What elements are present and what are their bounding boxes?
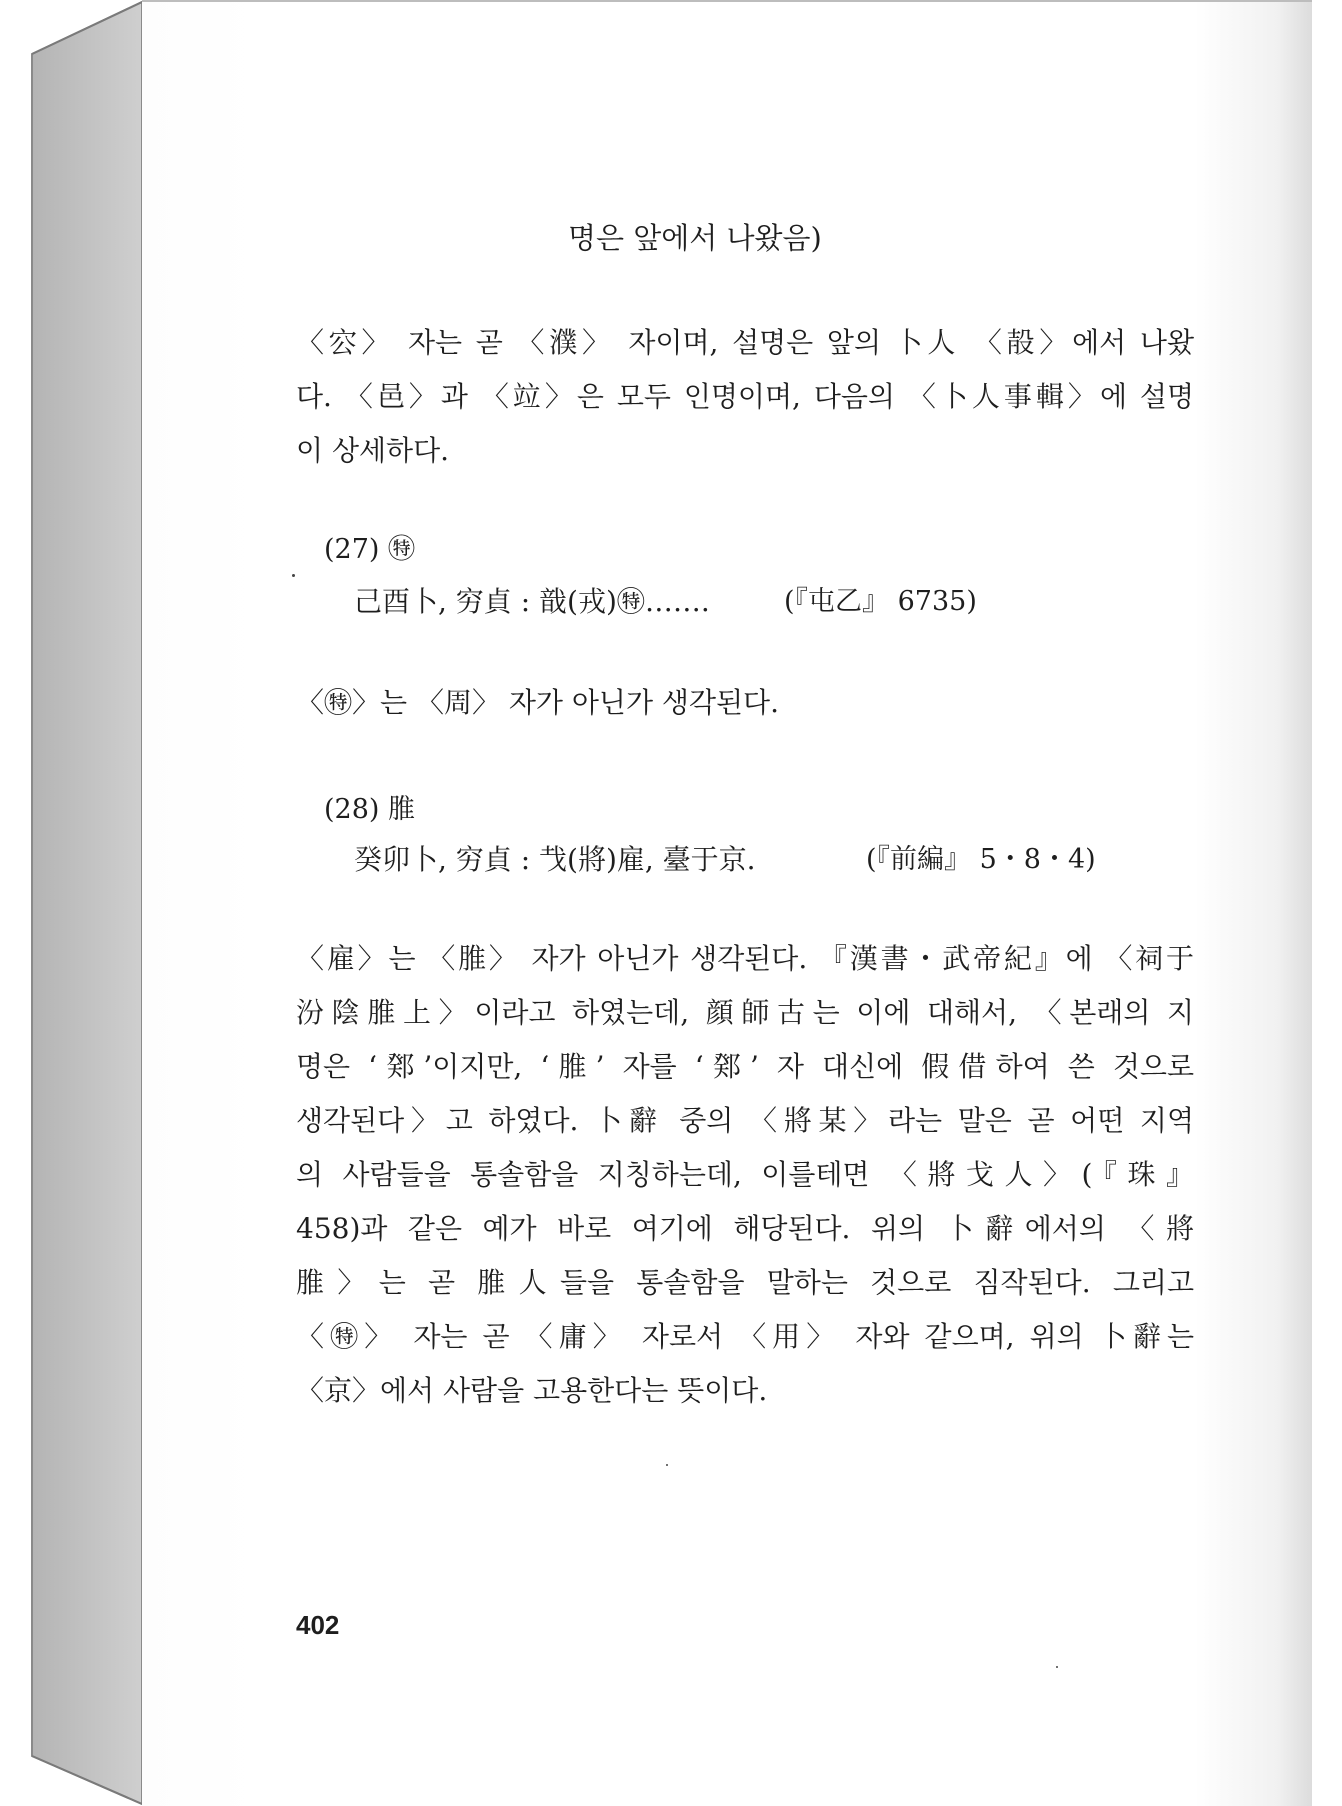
example-27-text: 己酉卜, 穷貞 : 戠(戎)㊕……. bbox=[354, 585, 710, 618]
paragraph-line: 〈㊕〉는 〈周〉 자가 아닌가 생각된다. bbox=[296, 686, 779, 719]
paragraph-line: 〈京〉에서 사람을 고용한다는 뜻이다. bbox=[296, 1374, 768, 1407]
paragraph-line: 458)과 같은 예가 바로 여기에 해당된다. 위의 卜辭에서의 〈將 bbox=[296, 1212, 1194, 1245]
paragraph-line: 〈雇〉는 〈脽〉 자가 아닌가 생각된다. 『漢書・武帝紀』에 〈祠于 bbox=[296, 942, 1194, 975]
paragraph-line: 의 사람들을 통솔함을 지칭하는데, 이를테면 〈將戈人〉(『珠』 bbox=[296, 1158, 1194, 1191]
example-27-citation: (『屯乙』 6735) bbox=[784, 586, 977, 617]
running-head: 명은 앞에서 나왔음) bbox=[568, 221, 822, 255]
paragraph-line: 脽〉는 곧 脽人들을 통솔함을 말하는 것으로 짐작된다. 그리고 bbox=[296, 1266, 1194, 1299]
paragraph-2 bbox=[296, 676, 1194, 730]
page-number: 402 bbox=[296, 1610, 340, 1640]
example-28-label: (28) 脽 bbox=[324, 794, 416, 825]
paragraph-3 bbox=[296, 932, 1194, 1418]
scan-speck bbox=[1056, 1666, 1058, 1668]
paragraph-line: 생각된다〉고 하였다. 卜辭 중의 〈將某〉라는 말은 곧 어떤 지역 bbox=[296, 1104, 1194, 1137]
paragraph-line: 汾陰脽上〉이라고 하였는데, 顔師古는 이에 대해서, 〈본래의 지 bbox=[296, 996, 1194, 1029]
paragraph-1 bbox=[296, 316, 1194, 478]
book-page bbox=[142, 0, 1312, 1806]
paragraph-line: 〈㝐〉 자는 곧 〈濮〉 자이며, 설명은 앞의 卜人 〈㱿〉에서 나왔 bbox=[296, 326, 1194, 359]
example-28-citation: (『前編』 5・8・4) bbox=[866, 844, 1096, 875]
example-27-label: (27) ㊕ bbox=[324, 534, 416, 565]
scan-speck bbox=[666, 1464, 668, 1466]
paragraph-line: 이 상세하다. bbox=[296, 434, 450, 467]
example-28-text: 癸卯卜, 穷貞 : 𢦏(將)雇, 臺于京. bbox=[354, 843, 756, 876]
scan-speck bbox=[292, 574, 295, 577]
paragraph-line: 명은 ‘鄈’이지만, ‘脽’ 자를 ‘鄈’ 자 대신에 假借하여 쓴 것으로 bbox=[296, 1050, 1194, 1083]
paragraph-line: 다. 〈邑〉과 〈竝〉은 모두 인명이며, 다음의 〈卜人事輯〉에 설명 bbox=[296, 380, 1194, 413]
paragraph-line: 〈㊕〉 자는 곧 〈庸〉 자로서 〈用〉 자와 같으며, 위의 卜辭는 bbox=[296, 1320, 1194, 1353]
